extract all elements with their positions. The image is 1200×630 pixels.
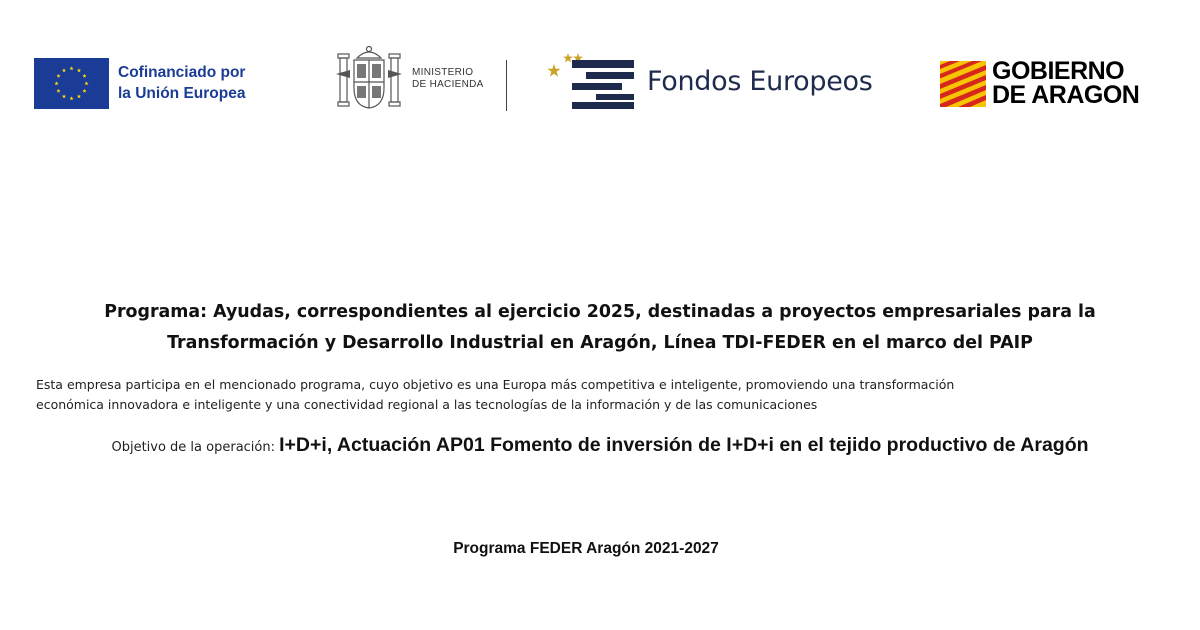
objective-value: I+D+i, Actuación AP01 Fomento de inversión de I+D+i en el tejido productivo de Aragón	[279, 434, 1089, 456]
ministerio-text	[412, 67, 484, 91]
program-title-line2: Transformación y Desarrollo Industrial en Aragón, Línea TDI-FEDER en el marco del PAIP	[167, 333, 1033, 353]
description-line2: económica innovadora e inteligente y una conectividad regional a las tecnologías de la información y de las comunicaciones	[36, 397, 818, 412]
objective-label: Objetivo de la operación:	[111, 440, 280, 455]
eu-cofinanciado-text	[118, 62, 245, 104]
footer-program-name: Programa FEDER Aragón 2021-2027	[453, 540, 719, 557]
eu-flag-icon	[34, 58, 109, 109]
program-description	[36, 375, 1166, 415]
ministerio-line2: DE HACIENDA	[412, 79, 484, 90]
coat-of-arms-icon	[336, 44, 402, 112]
eu-text-line1: Cofinanciado por	[118, 64, 246, 81]
gobierno-line1: GOBIERNO	[992, 57, 1125, 85]
aragon-flag-icon	[940, 61, 986, 107]
logo-bar	[0, 0, 1200, 130]
operation-objective	[0, 434, 1200, 457]
gobierno-aragon-text	[992, 59, 1139, 107]
gobierno-line2: DE ARAGON	[992, 81, 1140, 109]
fondos-europeos-text: Fondos Europeos	[647, 66, 873, 97]
description-line1: Esta empresa participa en el mencionado programa, cuyo objetivo es una Europa más competitiva e inteligente, promoviendo una transformación	[36, 377, 955, 392]
fondos-europeos-mark-icon	[546, 52, 636, 110]
program-title-line1: Programa: Ayudas, correspondientes al ejercicio 2025, destinadas a proyectos empresariales para la	[104, 302, 1096, 322]
ministerio-divider	[506, 60, 507, 111]
ministerio-line1: MINISTERIO	[412, 67, 474, 78]
eu-text-line2: la Unión Europea	[118, 85, 246, 102]
program-title	[40, 297, 1160, 359]
